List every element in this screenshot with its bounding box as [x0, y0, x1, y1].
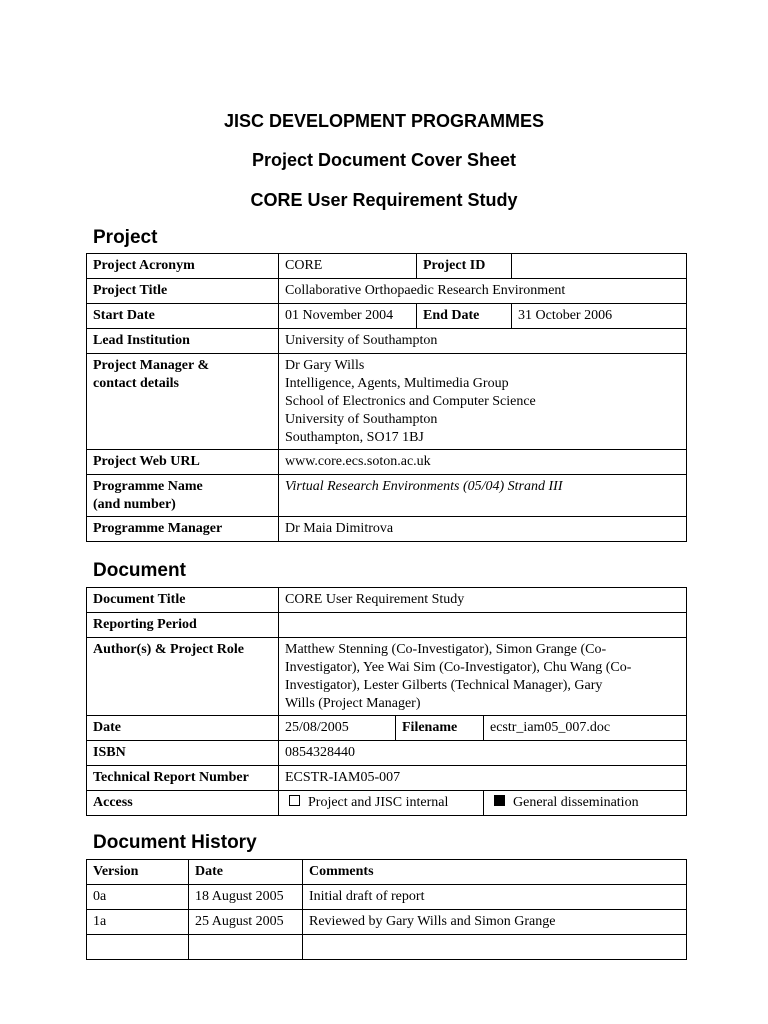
date-label: Date: [87, 716, 279, 741]
technical-report-label: Technical Report Number: [87, 766, 279, 791]
access-label: Access: [87, 791, 279, 816]
lead-institution-row: [87, 329, 687, 354]
project-url-label: Project Web URL: [87, 450, 279, 475]
history-date: 18 August 2005: [189, 885, 303, 910]
access-internal-option: [279, 791, 484, 816]
document-title-label: Document Title: [87, 588, 279, 613]
reporting-period-value: [279, 613, 687, 638]
document-title-row: [87, 588, 687, 613]
project-url-value[interactable]: www.core.ecs.soton.ac.uk: [279, 450, 687, 475]
programme-manager-value: Dr Maia Dimitrova: [279, 517, 687, 542]
document-table: [86, 587, 687, 816]
checked-box-icon: [494, 795, 505, 806]
filename-value: ecstr_iam05_007.doc: [484, 716, 687, 741]
document-history-table: [86, 859, 687, 960]
project-manager-label: Project Manager & contact details: [87, 354, 279, 450]
authors-label: Author(s) & Project Role: [87, 638, 279, 716]
access-internal-label: Project and JISC internal: [308, 795, 449, 810]
end-date-label: End Date: [417, 304, 512, 329]
isbn-label: ISBN: [87, 741, 279, 766]
filename-label: Filename: [396, 716, 484, 741]
programme-title: JISC DEVELOPMENT PROGRAMMES: [223, 111, 545, 131]
reporting-period-label: Reporting Period: [87, 613, 279, 638]
access-general-option: [484, 791, 687, 816]
history-comments: [303, 935, 687, 960]
history-version: [87, 935, 189, 960]
history-version: 1a: [87, 910, 189, 935]
access-row: [87, 791, 687, 816]
project-acronym-row: [87, 254, 687, 279]
project-title-label: Project Title: [87, 279, 279, 304]
history-date: [189, 935, 303, 960]
table-row: [87, 885, 687, 910]
project-id-label: Project ID: [417, 254, 512, 279]
project-url-row: [87, 450, 687, 475]
lead-institution-value: University of Southampton: [279, 329, 687, 354]
project-manager-row: [87, 354, 687, 450]
history-date: 25 August 2005: [189, 910, 303, 935]
technical-report-value: ECSTR-IAM05-007: [279, 766, 687, 791]
start-date-label: Start Date: [87, 304, 279, 329]
cover-sheet-title: Project Document Cover Sheet: [251, 150, 517, 170]
document-title-value: CORE User Requirement Study: [279, 588, 687, 613]
table-row: [87, 935, 687, 960]
history-col-version: Version: [87, 860, 189, 885]
project-heading: Project: [93, 227, 158, 248]
programme-manager-row: [87, 517, 687, 542]
programme-name-value: Virtual Research Environments (05/04) Strand III: [279, 475, 687, 517]
start-date-row: [87, 304, 687, 329]
history-col-date: Date: [189, 860, 303, 885]
unchecked-box-icon: [289, 795, 300, 806]
technical-report-row: [87, 766, 687, 791]
table-row: [87, 910, 687, 935]
date-row: [87, 716, 687, 741]
end-date-value: 31 October 2006: [512, 304, 687, 329]
date-value: 25/08/2005: [279, 716, 396, 741]
isbn-value: 0854328440: [279, 741, 687, 766]
authors-row: [87, 638, 687, 716]
project-id-value: [512, 254, 687, 279]
project-acronym-label: Project Acronym: [87, 254, 279, 279]
reporting-period-row: [87, 613, 687, 638]
authors-value: Matthew Stenning (Co-Investigator), Simon Grange (Co- Investigator), Yee Wai Sim (Co-Investigator), Chu Wang (Co- Investigator), Lester Gilberts (Technical Manager), Gary Wills (Project Manager): [279, 638, 687, 716]
programme-name-label: Programme Name (and number): [87, 475, 279, 517]
access-general-label: General dissemination: [513, 795, 639, 810]
programme-name-row: [87, 475, 687, 517]
history-version: 0a: [87, 885, 189, 910]
programme-manager-label: Programme Manager: [87, 517, 279, 542]
isbn-row: [87, 741, 687, 766]
study-title: CORE User Requirement Study: [250, 190, 518, 210]
history-comments: Initial draft of report: [303, 885, 687, 910]
history-col-comments: Comments: [303, 860, 687, 885]
history-header-row: [87, 860, 687, 885]
project-table: [86, 253, 687, 542]
document-heading: Document: [93, 560, 186, 581]
project-title-row: [87, 279, 687, 304]
project-manager-details: Dr Gary Wills Intelligence, Agents, Multimedia Group School of Electronics and Computer Science University of Southampton Southampton, SO17 1BJ: [279, 354, 687, 450]
document-history-heading: Document History: [93, 832, 257, 853]
start-date-value: 01 November 2004: [279, 304, 417, 329]
lead-institution-label: Lead Institution: [87, 329, 279, 354]
history-comments: Reviewed by Gary Wills and Simon Grange: [303, 910, 687, 935]
project-title-value: Collaborative Orthopaedic Research Environment: [279, 279, 687, 304]
project-acronym-value: CORE: [279, 254, 417, 279]
